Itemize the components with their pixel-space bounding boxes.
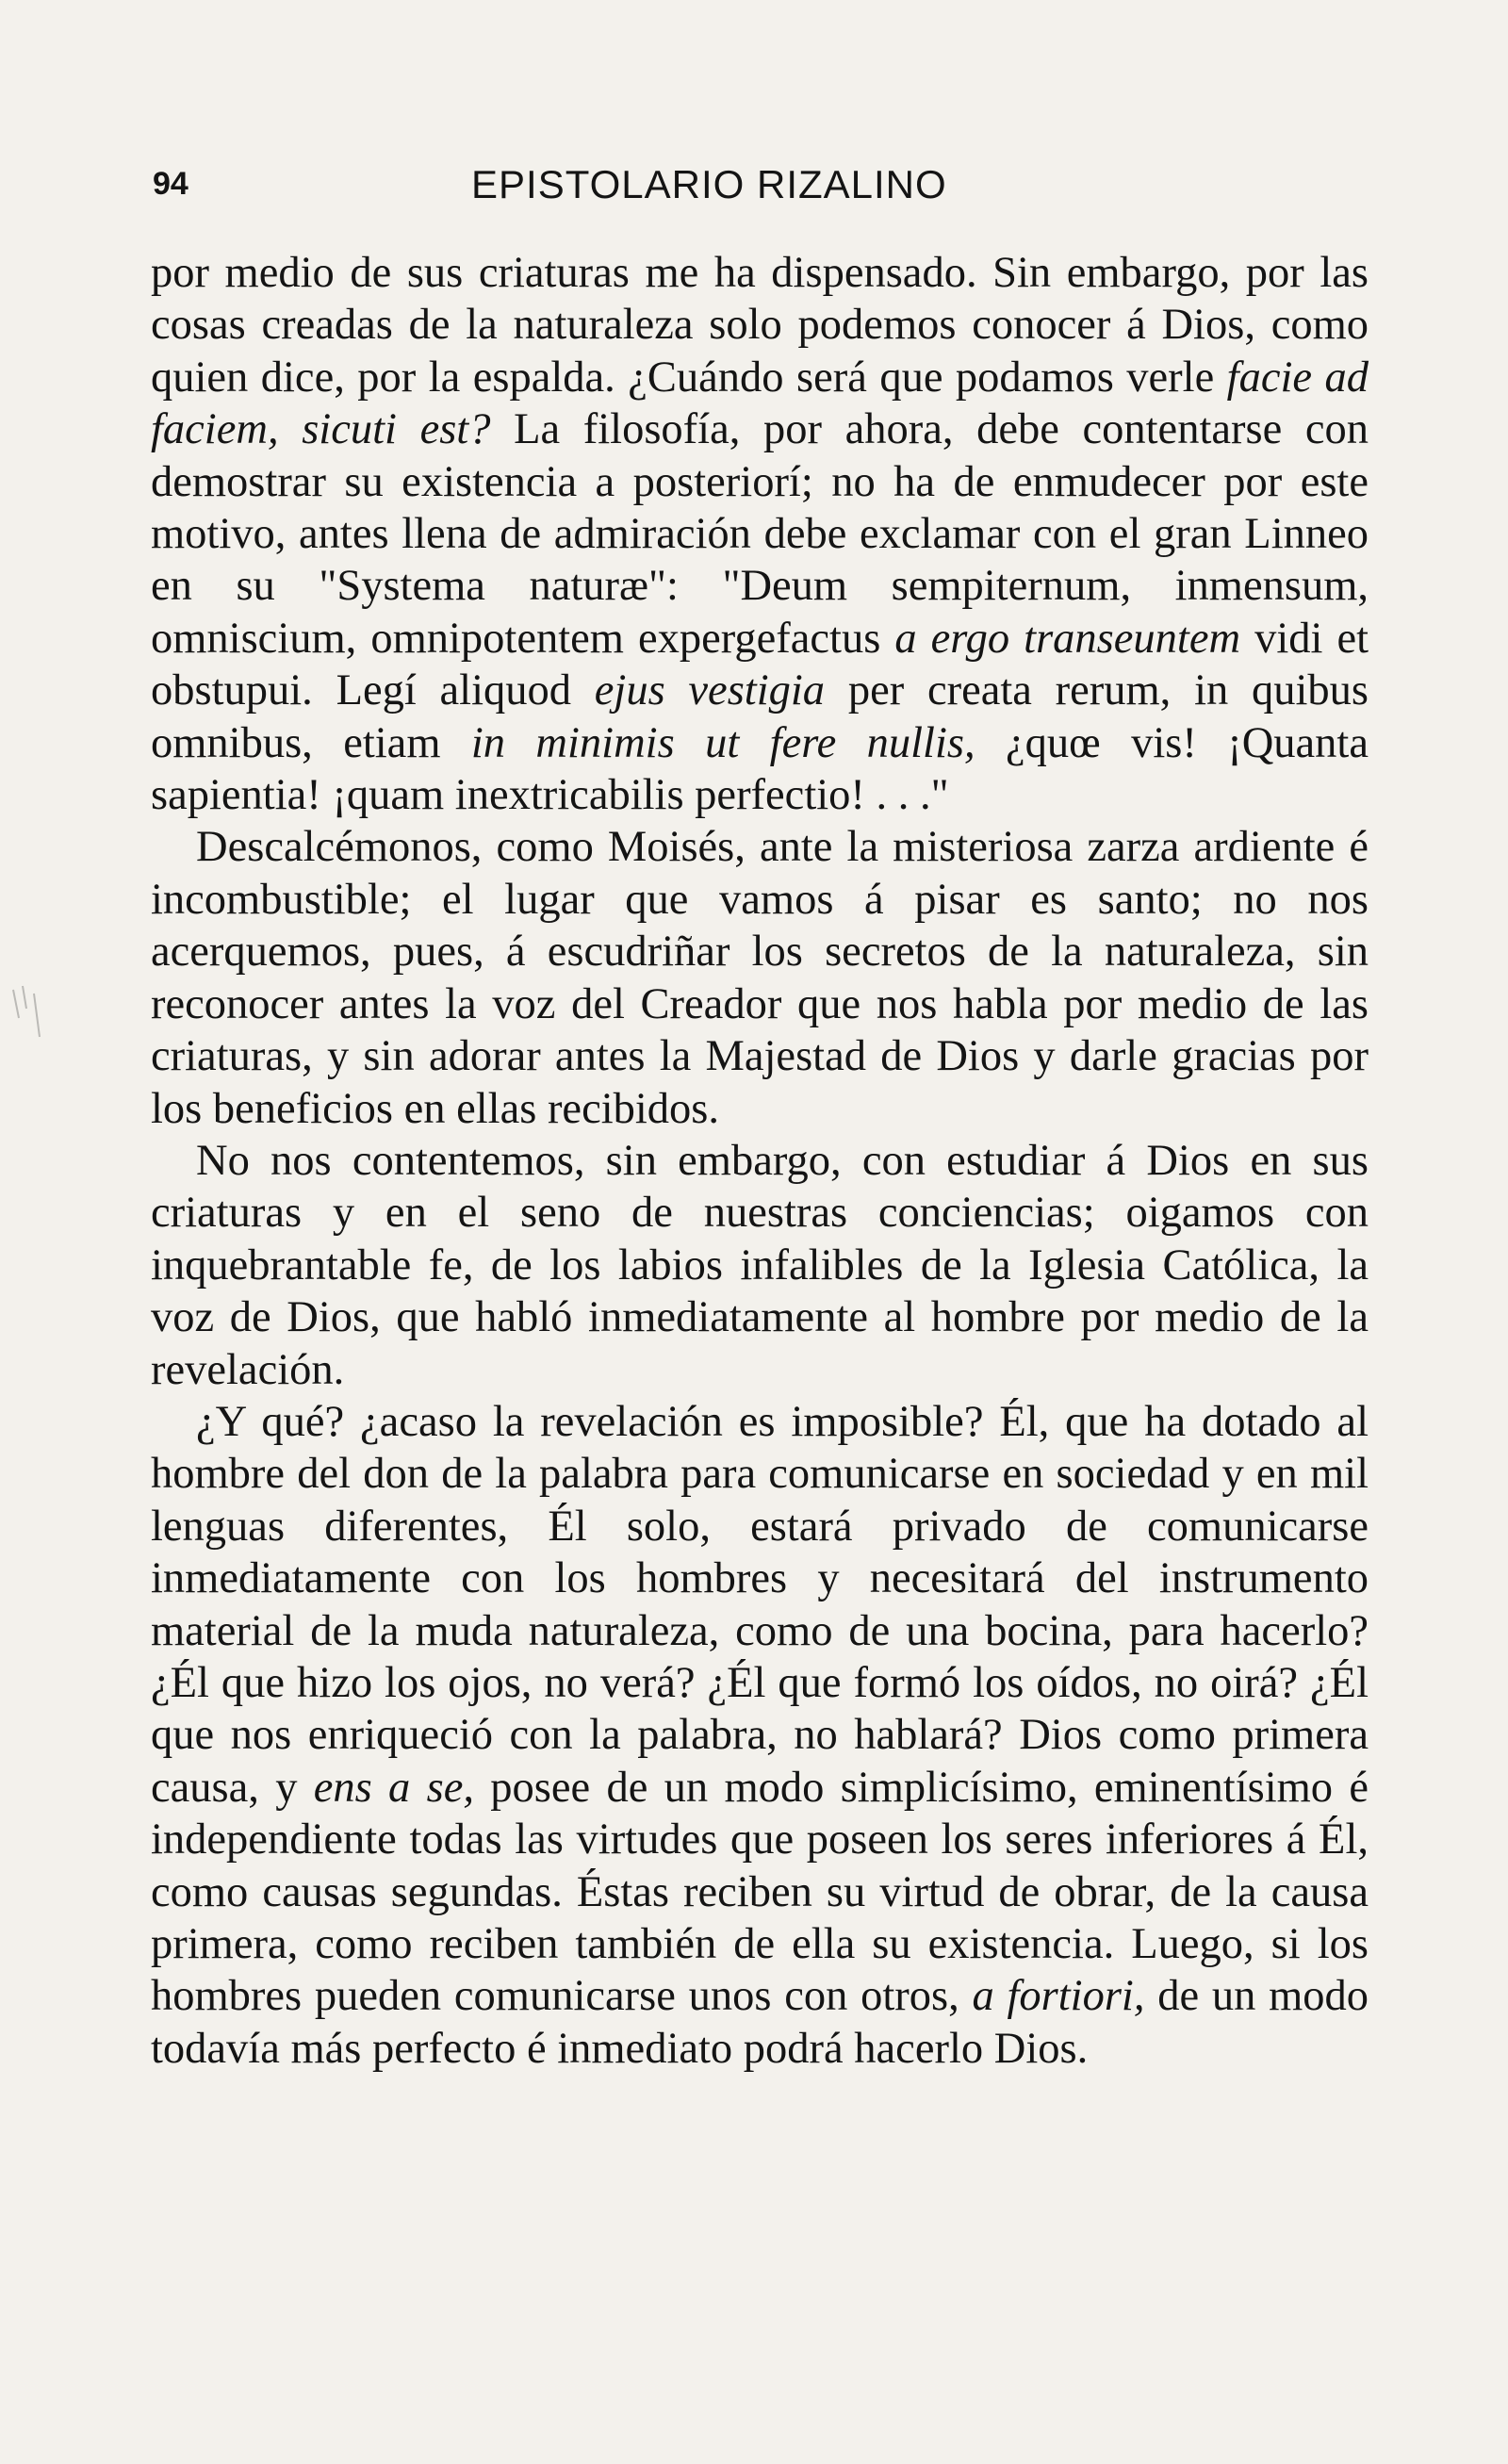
body-text — [151, 247, 1369, 2075]
italic-text: ejus vestigia — [594, 666, 826, 715]
paragraph — [151, 247, 1369, 821]
text-segment: ¿quœ vis! ¡Quanta sapientia! ¡quam inextricabilis perfectio! . . ." — [151, 718, 1369, 820]
text-segment: Descalcémonos, como Moisés, ante la misteriosa zarza ardiente é incombustible; el lugar que vamos á pisar es santo; no nos acerquemos, pues, á escudriñar los secretos de la naturaleza, sin reconocer antes la voz del Creador que nos habla por medio de las criaturas, y sin adorar antes la Majestad de Dios y darle gracias por los beneficios en ellas recibidos. — [151, 823, 1369, 1133]
paragraph — [151, 821, 1369, 1134]
running-head: EPISTOLARIO RIZALINO — [471, 162, 947, 206]
page-header — [153, 158, 1378, 215]
italic-text: facie ad faciem, sicuti est? — [151, 353, 1369, 454]
italic-text: in minimis ut fere nullis, — [470, 718, 975, 767]
text-segment: La filosofía, por ahora, debe contentarse con demostrar su existencia a posteriorí; no ha de enmudecer por este motivo, antes llena de admiración debe exclamar con el gran Linneo en su "Systema naturæ": "Deum sempiternum, inmensum, omniscium, omnipotentem expergefactus — [151, 405, 1369, 663]
italic-text: a ergo transeuntem — [894, 614, 1241, 663]
text-segment: No nos contentemos, sin embargo, con estudiar á Dios en sus criaturas y en el seno de nuestras conciencias; oigamos con inquebrantable fe, de los labios infalibles de la Iglesia Católica, la voz de Dios, que habló inmediatamente al hombre por medio de la revelación. — [151, 1136, 1369, 1394]
paragraph — [151, 1135, 1369, 1396]
italic-text: ens a se, — [313, 1763, 474, 1812]
page-number: 94 — [153, 166, 188, 202]
paragraph — [151, 1396, 1369, 2075]
text-segment: ¿Y qué? ¿acaso la revelación es imposible? Él, que ha dotado al hombre del don de la palabra para comunicarse en sociedad y en mil lenguas diferentes, Él solo, estará privado de comunicarse inmediatamente con los hombres y necesitará del instrumento material de la muda naturaleza, como de una bocina, para hacerlo? ¿Él que hizo los ojos, no verá? ¿Él que formó los oídos, no oirá? ¿Él que nos enriqueció con la palabra, no hablará? Dios como primera causa, y — [151, 1397, 1369, 1812]
text-segment: por medio de sus criaturas me ha dispensado. Sin embargo, por las cosas creadas de la naturaleza solo podemos conocer á Dios, como quien dice, por la espalda. ¿Cuándo será que podamos verle — [151, 249, 1369, 402]
text-segment: per creata rerum, in quibus omnibus, etiam — [151, 666, 1369, 767]
italic-text: a fortiori, — [972, 1972, 1145, 2021]
text-segment: posee de un modo simplicísimo, eminentísimo é independiente todas las virtudes que poseen los seres inferiores á Él, como causas segundas. Éstas reciben su virtud de obrar, de la causa primera, como reciben también de ella su existencia. Luego, si los hombres pueden comunicarse unos con otros, — [151, 1763, 1369, 2021]
text-segment: de un modo todavía más perfecto é inmediato podrá hacerlo Dios. — [151, 1972, 1369, 2073]
margin-pencil-mark — [8, 980, 45, 1046]
text-segment: vidi et obstupui. Legí aliquod — [151, 614, 1369, 715]
